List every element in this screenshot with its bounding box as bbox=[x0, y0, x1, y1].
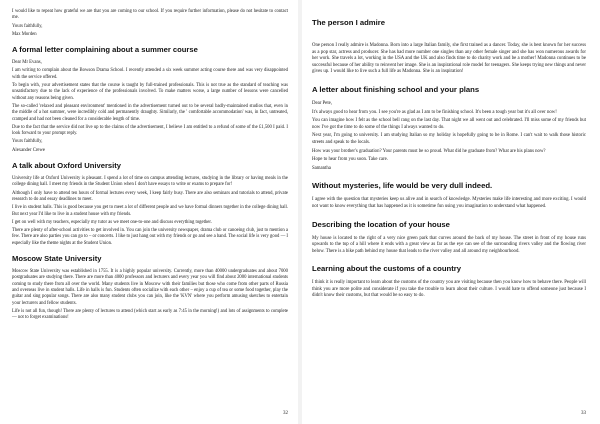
paragraph: Dear Mr Evans, bbox=[12, 60, 42, 66]
paragraph: I get on well with my teachers, especially my tutor as we meet one-to-one and discuss everything together. bbox=[12, 219, 212, 225]
section-heading-mysteries: Without mysteries, life would be very dull indeed. bbox=[312, 181, 493, 191]
paragraph: Dear Pete, bbox=[312, 100, 332, 106]
paragraph: Due to the fact that the service did not live up to the claims of the advertisement, I believe I am entitled to a refund of some of the £1,500 I paid. I look forward to your prompt reply. bbox=[12, 124, 288, 137]
section-heading-house-location: Describing the location of your house bbox=[312, 219, 450, 229]
paragraph: Next year, I'm going to university. I am studying Italian so my holiday is hopefully going to be in Rome. I can't wait to walk those historic streets and speak to the locals. bbox=[312, 133, 586, 145]
paragraph: The so-called 'relaxed and pleasant environment' mentioned in the advertisement turned out to be several badly-maintained studios that, even in the middle of a hot summer, were incredibly cold and permanently draughty. Similarly, the ' comfortable accommodation' was, in fact, untreated, cramped and had not been cleaned for a considerable length of time. bbox=[12, 103, 288, 122]
paragraph: Life is not all fun, though! There are plenty of lectures to attend (which start as early as 7:45 in the morning!) and lots of assignments to complete — not to forget examinations! bbox=[12, 308, 288, 321]
mysteries-body bbox=[312, 197, 586, 210]
paragraph: How was your brother's graduation? Your parents must be so proud. What did he graduate from? What are his plans now? bbox=[312, 148, 546, 154]
paragraph: It's always good to hear from you. I see you're as glad as I am to be finishing school. It's been a tough year but it's all over now! bbox=[312, 109, 557, 115]
intro-block bbox=[12, 9, 288, 38]
book-gutter bbox=[298, 0, 302, 424]
paragraph: To begin with, your advertisement states that the course is taught by full-trained professionals. This is not true as the standard of teaching was unsatisfactory due to the lack of experience of the professionals involved. To make matters worse, a large number of lessons were cancelled without any reasons being given. bbox=[12, 83, 288, 101]
paragraph: I agree with the question that mysteries keep us alive and in search of knowledge. Mysteries make life interesting and more exciting. I would not want to know everything that has happened as it is sometime fun using you imagination to understand what happened. bbox=[312, 197, 586, 209]
left-page bbox=[0, 0, 296, 424]
paragraph: One person I really admire is Madonna. Born into a large Italian family, she first trained as a dancer. Today, she is best known for her success as a pop star, actress and producer. She has had more number one singles than any other female singer and she has won numerous awards for her work. She travels a lot, working in the USA and the UK and also finds time to do charity work and be a mother! Madonna continues to be successful because of her ability to reinvent her image. She is an inspirational role model for teenagers. She keeps trying new things and never gives up. I would like to live such a full life as Madonna. She is an inspiration! bbox=[312, 43, 586, 75]
paragraph: Samantha bbox=[312, 165, 331, 171]
intro-paragraph: I would like to repeat how grateful we are that you are coming to our school. If you require further information, please do not hesitate to contact me. bbox=[12, 9, 288, 21]
section-heading-moscow-university: Moscow State University bbox=[12, 254, 102, 264]
paragraph: Yours faithfully, bbox=[12, 139, 43, 145]
paragraph: Although I only have to attend ten hours of formal lectures every week, I keep fairly busy. There are also seminars and tutorials to attend, private research to do and essay deadlines to meet. bbox=[12, 190, 288, 202]
house-location-body bbox=[312, 236, 586, 256]
section-heading-complaint-letter: A formal letter complaining about a summer course bbox=[12, 45, 198, 55]
paragraph: Moscow State University was established in 1755. It is a highly popular university. Currently, more than 40000 undergraduates and about 7000 postgraduates are studying there. There are more than 4000 professors and lecturers and every year you will find about 2000 international students coming to study there from all over the world. Many students live in Moscow with their families but those who come from other parts of Russia and overseas live in student halls. Life in halls is fun. Students often socialize with each other – enjoy a cup of tea or some food together, play the guitar and sing popular songs. There are also many student clubs you can join, like the 'KVN' where you perform amusing sketches to entertain your lecturers and fellow students. bbox=[12, 269, 288, 306]
complaint-letter-body bbox=[12, 60, 288, 154]
country-customs-body bbox=[312, 280, 586, 300]
section-heading-country-customs: Learning about the customs of a country bbox=[312, 264, 462, 274]
right-page bbox=[304, 0, 600, 424]
page-number: 33 bbox=[581, 411, 586, 416]
paragraph: My house is located to the right of a very nice green park that curves around the back of my house. The street in front of my house runs upwards to the top of a hill where it ends with a great view as far as the eye can see of the surrounding rivers valley and the flowing river below. There is a bike path behind my house that leads to the river valley and all around my neighbourhood. bbox=[312, 235, 586, 254]
intro-signature: Max Morden bbox=[12, 31, 37, 37]
section-heading-finishing-school-letter: A letter about finishing school and your plans bbox=[312, 84, 480, 94]
section-heading-oxford-talk: A talk about Oxford University bbox=[12, 161, 122, 171]
person-admire-body bbox=[312, 43, 586, 76]
paragraph: You can imagine how I felt as the school bell rang on the last day. That night we all went out and celebrated. I'll miss some of my friends but now I've got the time to do some of the things I always wanted to do. bbox=[312, 118, 586, 130]
moscow-university-body bbox=[12, 269, 288, 321]
paragraph: Alexander Crewe bbox=[12, 147, 45, 153]
paragraph: University life at Oxford University is pleasant. I spend a lot of time on campus attending lectures, studying in the library or having meals in the college dining hall. I meet my friends in the Student Union when I don't have essays to write or exams to prepare for! bbox=[12, 176, 288, 188]
intro-closing: Yours faithfully, bbox=[12, 23, 43, 29]
oxford-talk-body bbox=[12, 176, 288, 247]
paragraph: Hope to hear from you soon. Take care. bbox=[312, 157, 388, 163]
paragraph: I am writing to complain about the Bowson Drama School. I recently attended a six week summer acting course there and was very disappointed with the service offered. bbox=[12, 68, 288, 80]
paragraph: I think it is really important to learn about the customs of the country you are visiting because then you know how to behave there. People will think you are more polite and considerate if you take the trouble to learn about their culture. I would hate to offend someone just because I didn't know their customs, but that would be so easy to do. bbox=[312, 280, 586, 299]
section-heading-person-admire: The person I admire bbox=[312, 18, 386, 27]
page-number: 32 bbox=[283, 411, 288, 416]
finishing-school-letter-body bbox=[312, 101, 586, 172]
paragraph: There are plenty of after-school activities to get involved in. You can join the university newspaper, drama club or canoeing club, just to mention a few. There are also parties you can go to – or concerts. I like to just hang out with my friends or go and see a band. The social life is very good — I especially like the theme nights at the Student Union. bbox=[12, 228, 288, 246]
paragraph: I live in student halls. This is good because you get to meet a lot of different people and we have formal dinners together in the college dining hall. But next year I'd like to live in a student house with my friends. bbox=[12, 205, 288, 217]
